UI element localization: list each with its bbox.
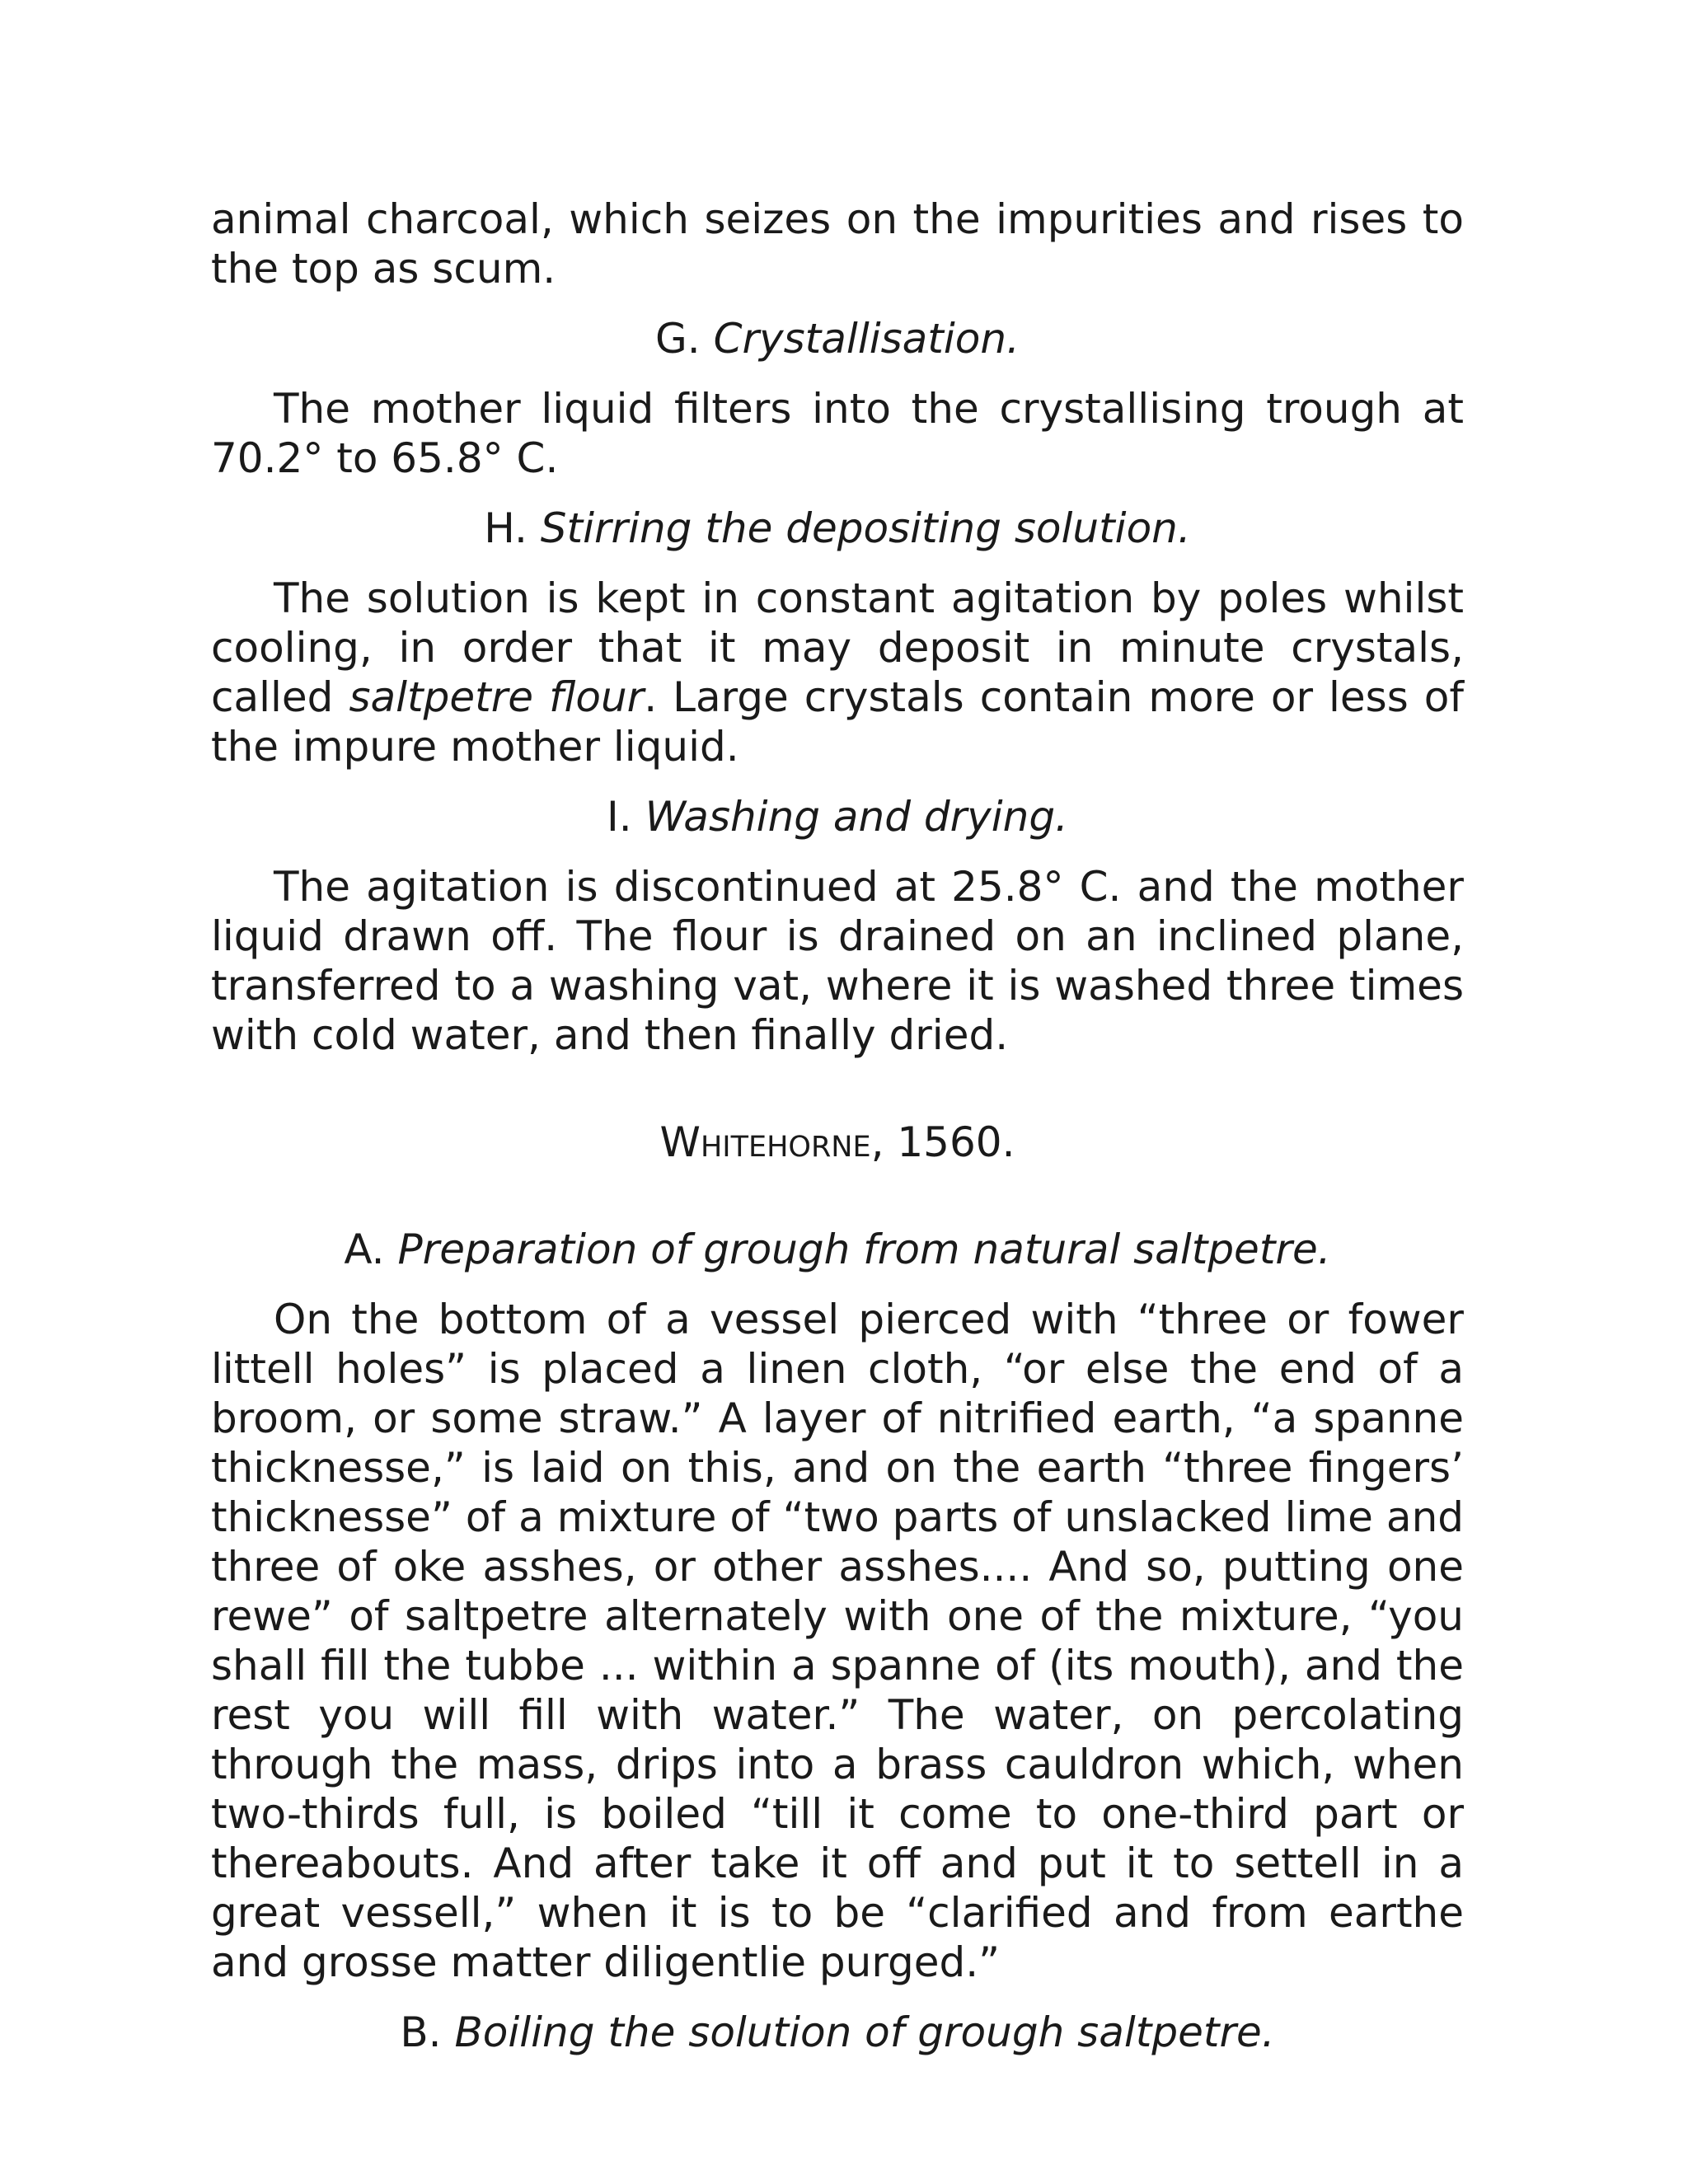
heading-letter-i: I. <box>607 793 645 841</box>
heading-preparation <box>211 1225 1464 1274</box>
heading-title-stirring: Stirring the depositing solution. <box>540 504 1191 552</box>
heading-stirring <box>211 504 1464 553</box>
heading-title-washing: Washing and drying. <box>645 793 1068 841</box>
heading-letter-h: H. <box>484 504 541 552</box>
heading-letter-a: A. <box>344 1226 398 1273</box>
paragraph-animal-charcoal: animal charcoal, which seizes on the impurities and rises to the top as scum. <box>211 195 1464 293</box>
emphasis-saltpetre-flour: saltpetre flour <box>349 673 645 721</box>
section-author: Whitehorne <box>659 1118 871 1166</box>
paragraph-text: . Large crystals contain more or less of the impure mother liquid. <box>211 673 1464 771</box>
heading-letter-b: B. <box>400 2008 455 2056</box>
heading-title-preparation: Preparation of grough from natural saltpetre. <box>397 1226 1331 1273</box>
heading-crystallisation <box>211 314 1464 363</box>
section-year: , 1560. <box>870 1118 1015 1166</box>
heading-title-boiling: Boiling the solution of grough saltpetre. <box>454 2008 1275 2056</box>
heading-letter-g: G. <box>655 315 714 363</box>
heading-boiling <box>211 2008 1464 2057</box>
paragraph-vessel-process: On the bottom of a vessel pierced with “three or fower littell holes” is placed a linen cloth, “or else the end of a broom, or some straw.” A layer of nitrified earth, “a spanne thicknesse,” is laid on this, and on the earth “three fingers’ thicknesse” of a mixture of “two parts of unslacked lime and three of oke asshes, or other asshes.... And so, putting one rewe” of saltpetre alternately with one of the mixture, “you shall fill the tubbe ... within a spanne of (its mouth), and the rest you will fill with water.” The water, on percolating through the mass, drips into a brass cauldron which, when two-thirds full, is boiled “till it come to one-third part or thereabouts. And after take it off and put it to settell in a great vessell,” when it is to be “clarified and from earthe and grosse matter diligentlie purged.” <box>211 1296 1464 1986</box>
paragraph-text: The solution is kept in constant agitation by poles whilst cooling, in order that it may deposit in minute crystals, called <box>211 574 1464 721</box>
paragraph-mother-liquid: The mother liquid filters into the crystallising trough at 70.2° to 65.8° C. <box>211 385 1464 482</box>
heading-washing <box>211 792 1464 841</box>
section-heading-whitehorne <box>211 1118 1464 1167</box>
heading-title-crystallisation: Crystallisation. <box>713 315 1020 363</box>
paragraph-washing-drying: The agitation is discontinued at 25.8° C. and the mother liquid drawn off. The flour is drained on an inclined plane, transferred to a washing vat, where it is washed three times with cold water, and then finally dried. <box>211 863 1464 1059</box>
page-content <box>211 194 1464 2057</box>
paragraph-agitation-crystals <box>211 574 1464 771</box>
